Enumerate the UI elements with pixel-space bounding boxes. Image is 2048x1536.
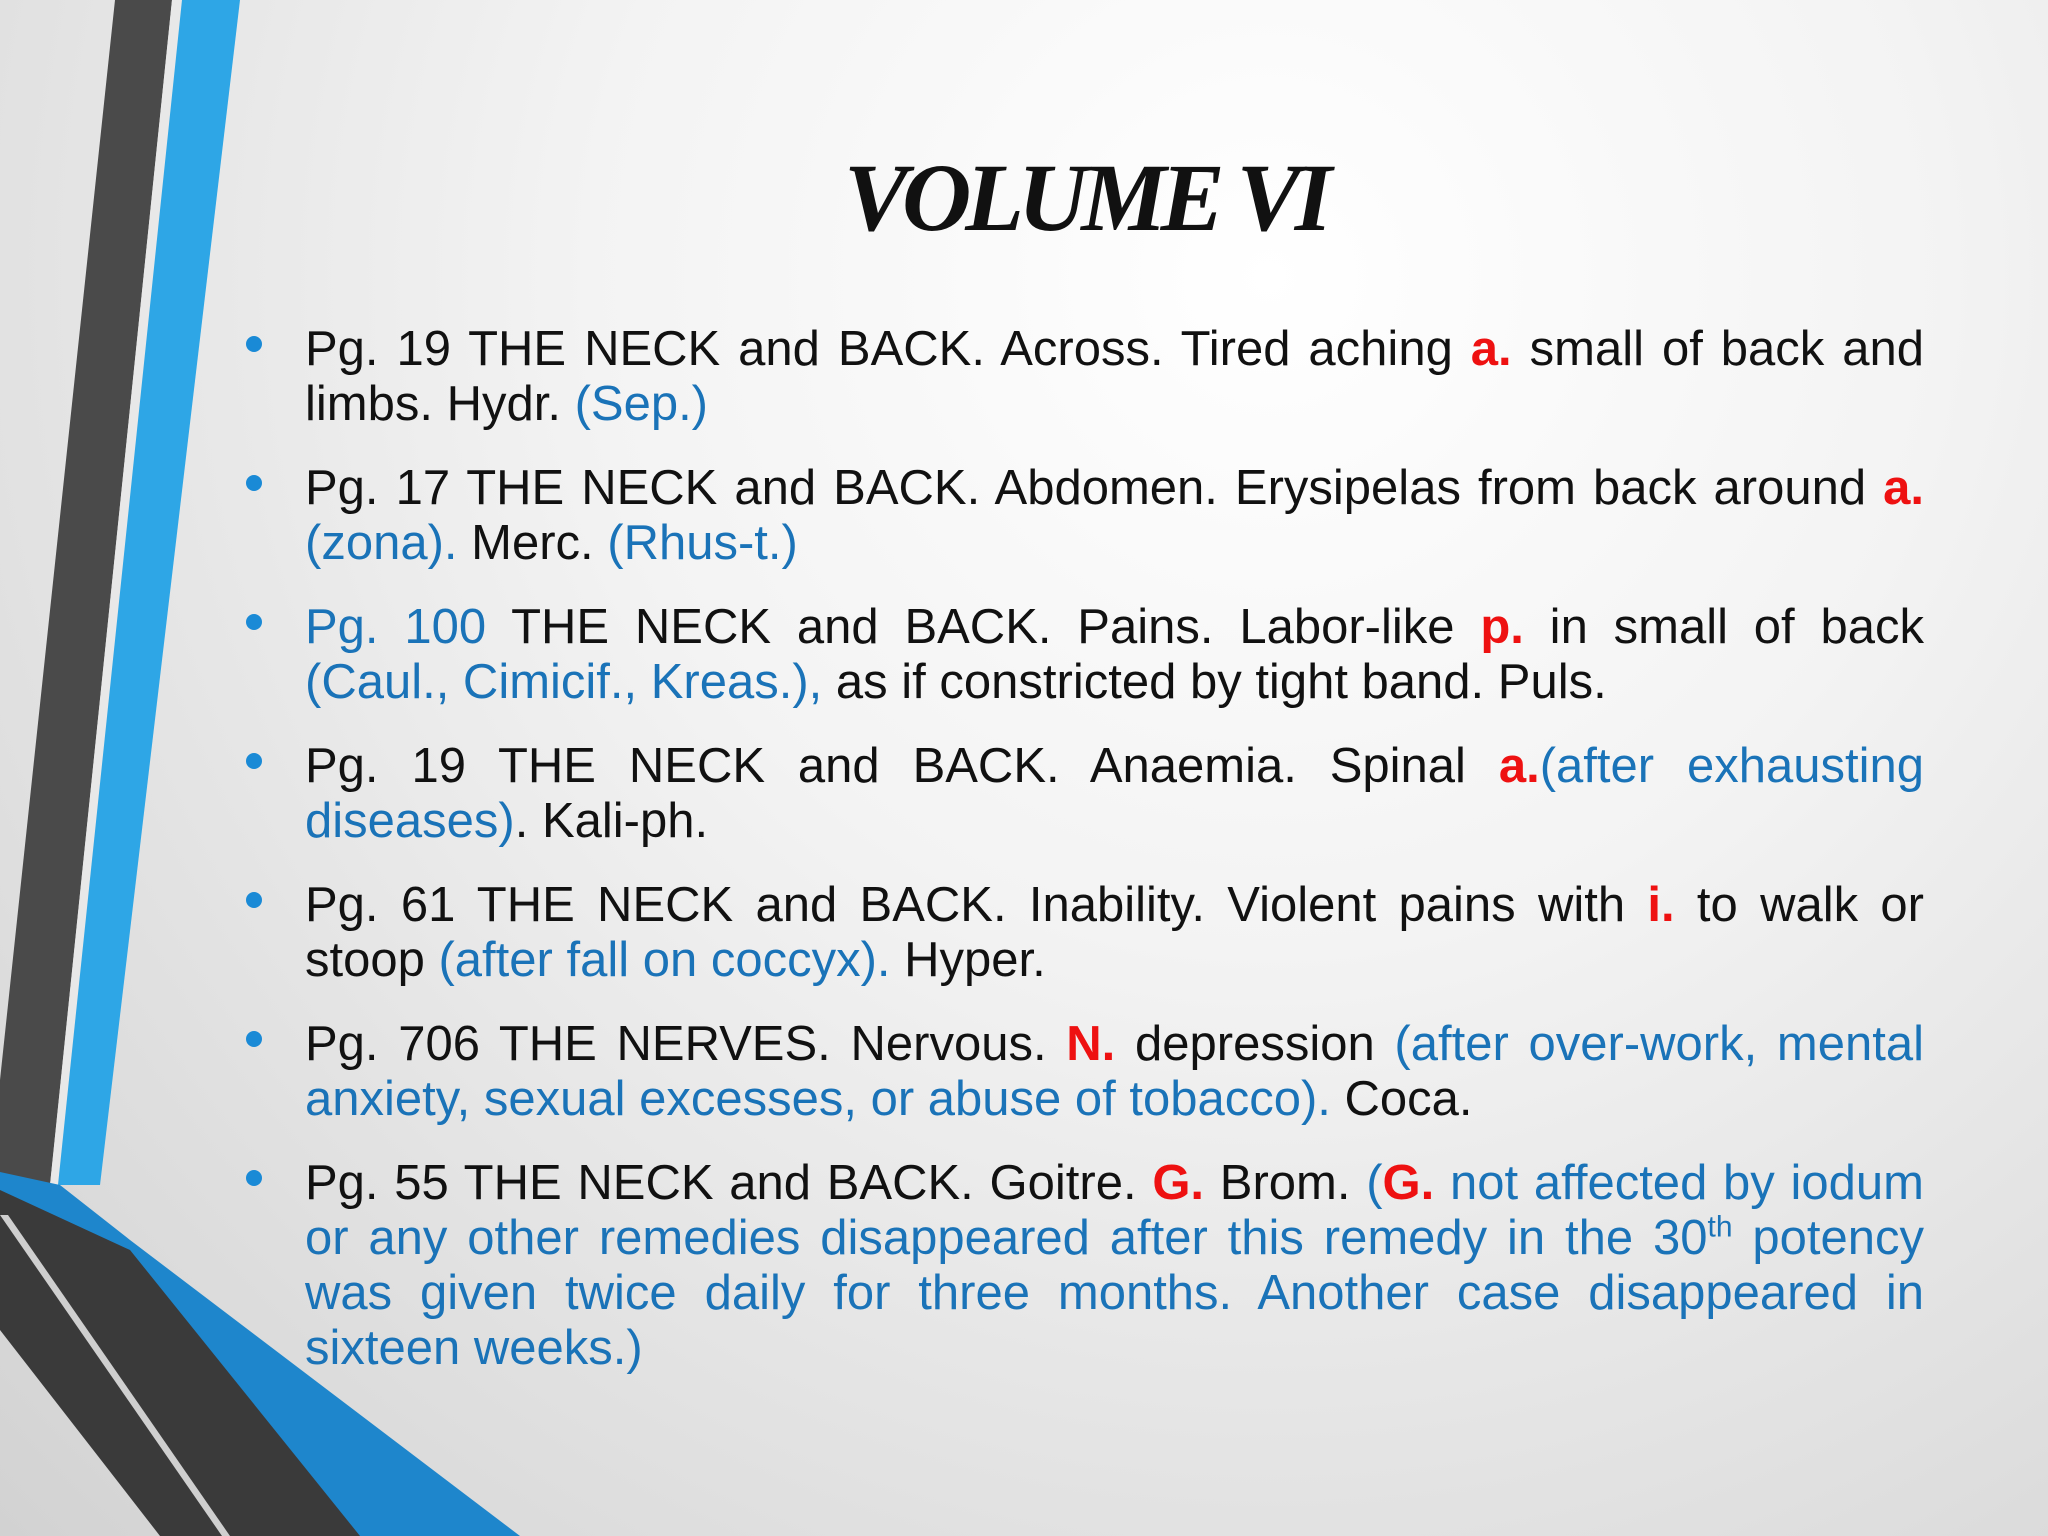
bullet-dot-icon: [246, 475, 262, 491]
bullet-dot-icon: [246, 892, 262, 908]
bullet-text-segment: Hyper.: [890, 933, 1046, 987]
slide-title: VOLUME VI: [843, 144, 1327, 251]
bullet-text-segment: small of back and limbs. Hydr.: [305, 322, 1924, 431]
bullet-dot-icon: [246, 1031, 262, 1047]
bullet-text-segment: in small of back: [1523, 600, 1925, 654]
bullet-text-segment: Pg. 19 THE NECK and BACK. Anaemia. Spinal: [305, 739, 1499, 793]
bullet-text-segment: Pg. 61 THE NECK and BACK. Inability. Violent pains with: [305, 878, 1648, 932]
bullet-text-segment: depression: [1115, 1017, 1395, 1071]
bullet-text-segment: a.: [1498, 739, 1540, 793]
bullet-text-segment: (Rhus-t.): [607, 516, 798, 570]
bullet-text-segment: N.: [1066, 1017, 1116, 1071]
bullet-text-segment: Pg. 19 THE NECK and BACK. Across. Tired aching: [305, 322, 1471, 376]
bullet-text-segment: (after fall on coccyx).: [438, 933, 891, 987]
bullet-item: [240, 739, 1924, 849]
bullet-text-segment: not affected by iodum or any other remedies disappeared after this remedy in the 30: [305, 1156, 1924, 1265]
bullet-text-segment: Coca.: [1330, 1072, 1473, 1126]
bullet-dot-icon: [246, 336, 262, 352]
bullet-text-segment: to walk or stoop: [305, 878, 1924, 987]
bullet-text-segment: (: [1366, 1156, 1383, 1210]
bullet-text-segment: Pg. 100: [305, 600, 487, 654]
bullet-text-segment: Pg. 55 THE NECK and BACK. Goitre.: [305, 1156, 1153, 1210]
bullet-text-segment: i.: [1647, 878, 1675, 932]
bullet-item: [240, 878, 1924, 988]
bullet-text-segment: a.: [1470, 322, 1512, 376]
bullet-text-segment: G.: [1382, 1156, 1435, 1210]
bullet-text-segment: (zona).: [305, 516, 458, 570]
bullet-text-segment: (after exhausting diseases): [305, 739, 1924, 848]
bullet-text-segment: Merc.: [457, 516, 608, 570]
bullet-text-segment: THE NECK and BACK. Pains. Labor-like: [486, 600, 1481, 654]
bullet-dot-icon: [246, 753, 262, 769]
bullet-text-segment: G.: [1152, 1156, 1205, 1210]
bullet-text-segment: potency was given twice daily for three months. Another case disappeared in sixteen weeks.): [305, 1211, 1924, 1375]
bullet-text-segment: th: [1707, 1210, 1733, 1244]
bullet-item: [240, 1017, 1924, 1127]
bullet-dot-icon: [246, 614, 262, 630]
bullet-text-segment: a.: [1883, 461, 1924, 515]
bullet-text-segment: Pg. 17 THE NECK and BACK. Abdomen. Erysipelas from back around: [305, 461, 1884, 515]
bullet-item: [240, 600, 1924, 710]
bullet-text-segment: as if constricted by tight band. Puls.: [822, 655, 1607, 709]
bullet-text-segment: (Caul., Cimicif., Kreas.),: [305, 655, 823, 709]
bullet-text-segment: (Sep.): [574, 377, 708, 431]
bullet-dot-icon: [246, 1170, 262, 1186]
bullet-list: [240, 322, 1924, 1405]
bullet-text-segment: (after over-work, mental anxiety, sexual excesses, or abuse of tobacco).: [305, 1017, 1924, 1126]
bullet-text-segment: p.: [1480, 600, 1524, 654]
bullet-item: [240, 461, 1924, 571]
bullet-item: [240, 1156, 1924, 1376]
bullet-text-segment: Pg. 706 THE NERVES. Nervous.: [305, 1017, 1067, 1071]
bullet-text-segment: . Kali-ph.: [514, 794, 709, 848]
bullet-item: [240, 322, 1924, 432]
bullet-text-segment: Brom.: [1204, 1156, 1367, 1210]
